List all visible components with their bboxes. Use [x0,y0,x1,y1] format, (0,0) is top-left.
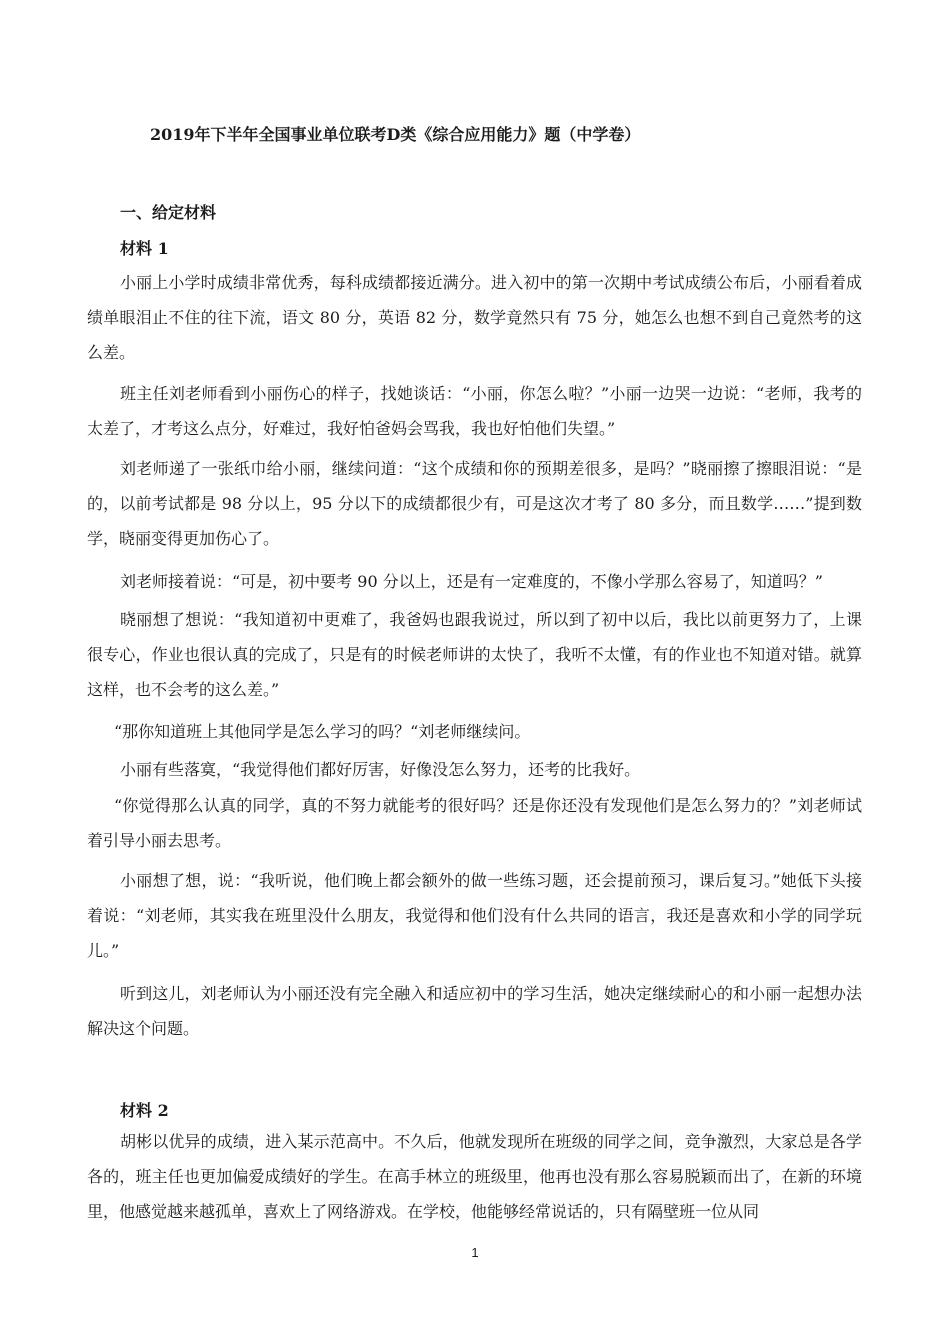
material-1-heading: 材料 1 [120,239,169,258]
material-1-paragraph: 晓丽想了想说：“我知道初中更难了，我爸妈也跟我说过，所以到了初中以后，我比以前更努力了，上课很专心，作业也很认真的完成了，只是有的时候老师讲的太快了，我听不太懂，有的作业也不知道对错。就算这样，也不会考的这么差。” [87,610,862,699]
material-1-paragraph: 小丽想了想，说：“我听说，他们晚上都会额外的做一些练习题，还会提前预习，课后复习。”她低下头接着说：“刘老师，其实我在班里没什么朋友，我觉得和他们没有什么共同的语言，我还是喜欢和小学的同学玩儿。” [87,871,862,960]
material-1-paragraph: 刘老师递了一张纸巾给小丽，继续问道：“这个成绩和你的预期差很多，是吗？”晓丽擦了擦眼泪说：“是的，以前考试都是 98 分以上，95 分以下的成绩都很少有，可是这次才考了 80 多分，而且数学……”提到数学，晓丽变得更加伤心了。 [87,459,862,548]
material-1-paragraph: 听到这儿，刘老师认为小丽还没有完全融入和适应初中的学习生活，她决定继续耐心的和小丽一起想办法解决这个问题。 [87,984,862,1038]
section-heading: 一、给定材料 [120,203,217,222]
material-1-paragraph: “你觉得那么认真的同学，真的不努力就能考的很好吗？还是你还没有发现他们是怎么努力的？”刘老师试着引导小丽去思考。 [87,796,862,850]
material-2-paragraph: 胡彬以优异的成绩，进入某示范高中。不久后，他就发现所在班级的同学之间，竞争激烈，大家总是各学各的，班主任也更加偏爱成绩好的学生。在高手林立的班级里，他再也没有那么容易脱颖而出了，在新的环境里，他感觉越来越孤单，喜欢上了网络游戏。在学校，他能够经常说话的，只有隔壁班一位从同 [87,1132,862,1221]
material-1-paragraph: “那你知道班上其他同学是怎么学习的吗？“刘老师继续问。 [114,722,531,741]
material-1-paragraph: 小丽上小学时成绩非常优秀，每科成绩都接近满分。进入初中的第一次期中考试成绩公布后，小丽看着成绩单眼泪止不住的往下流，语文 80 分，英语 82 分，数学竟然只有 75 分，她怎么也想不到自己竟然考的这么差。 [87,273,862,362]
material-1-paragraph: 班主任刘老师看到小丽伤心的样子，找她谈话：“小丽，你怎么啦？”小丽一边哭一边说：“老师，我考的太差了，才考这么点分，好难过，我好怕爸妈会骂我，我也好怕他们失望。” [87,384,862,438]
document-title: 2019年下半年全国事业单位联考D类《综合应用能力》题（中学卷） [150,125,641,144]
material-2-heading: 材料 2 [120,1101,169,1120]
page-number: 1 [471,1245,479,1260]
material-1-paragraph: 小丽有些落寞，“我觉得他们都好厉害，好像没怎么努力，还考的比我好。 [120,760,641,779]
material-1-paragraph: 刘老师接着说：“可是，初中要考 90 分以上，还是有一定难度的，不像小学那么容易了，知道吗？” [120,572,823,591]
